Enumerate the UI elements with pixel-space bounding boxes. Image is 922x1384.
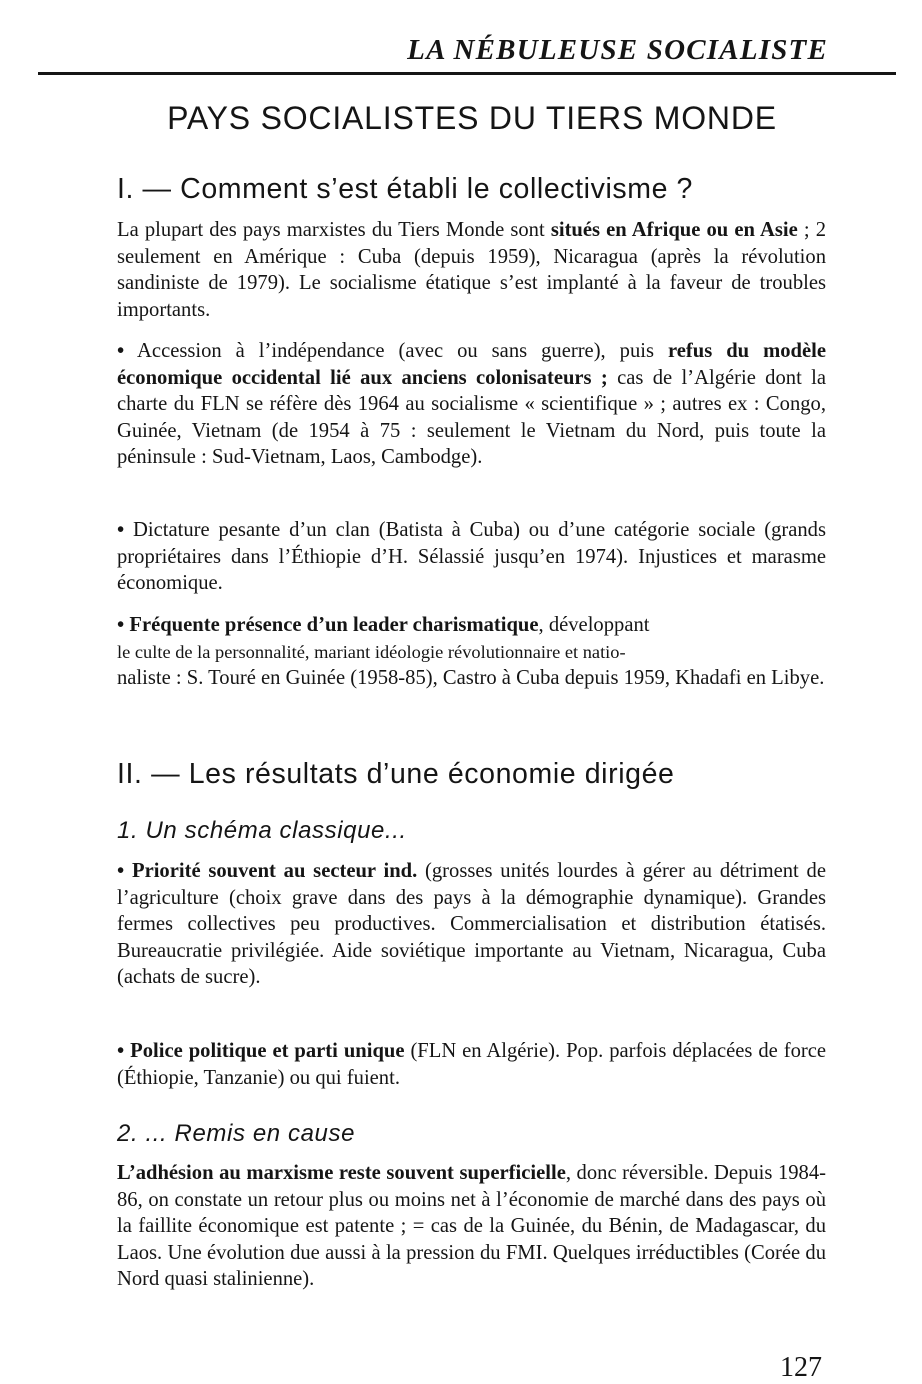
header-rule <box>38 72 896 75</box>
section-1-heading: I. — Comment s’est établi le collectivisme ? <box>117 173 693 205</box>
subsection-1-paragraph-1: • Priorité souvent au secteur ind. (grosses unités lourdes à gérer au détriment de l’agriculture (choix grave dans des pays à la démographie dynamique). Grandes fermes collectives peu productives. Commercialisation et distribution étatisés. Bureaucratie privilégiée. Aide soviétique importante au Vietnam, Nicaragua, Cuba (achats de sucre). <box>117 860 826 989</box>
subsection-1-paragraph-2: • Police politique et parti unique (FLN en Algérie). Pop. parfois déplacées de force (Éthiopie, Tanzanie) ou qui fuient. <box>117 1040 826 1089</box>
subsection-1-heading: 1. Un schéma classique... <box>117 817 407 844</box>
section-1-paragraph-2: • Accession à l’indépendance (avec ou sans guerre), puis refus du modèle économique occidental lié aux anciens colonisateurs ; cas de l’Algérie dont la charte du FLN se réfère dès 1964 au socialisme « scientifique » ; autres ex : Congo, Guinée, Vietnam (de 1954 à 75 : seulement le Vietnam du Nord, puis toute la péninsule : Sud-Vietnam, Laos, Cambodge). <box>117 340 826 469</box>
bullet: • <box>117 340 125 362</box>
subsection-2-paragraph-1: L’adhésion au marxisme reste souvent superficielle, donc réversible. Depuis 1984-86, on constate un retour plus ou moins net à l’économie de marché dans des pays où la faillite économique est patente ; = cas de la Guinée, du Bénin, de Madagascar, du Laos. Une évolution due aussi à la pression du FMI. Quelques irréductibles (Corée du Nord quasi stalinienne). <box>117 1162 827 1291</box>
bullet: • <box>117 1040 125 1062</box>
section-1-paragraph-3: • Dictature pesante d’un clan (Batista à Cuba) ou d’une catégorie sociale (grands propriétaires dans l’Éthiopie d’H. Sélassié jusqu’en 1974). Injustices et marasme économique. <box>117 519 826 595</box>
bullet: • <box>117 860 125 882</box>
section-1-paragraph-1: La plupart des pays marxistes du Tiers Monde sont situés en Afrique ou en Asie ; 2 seulement en Amérique : Cuba (depuis 1959), Nicaragua (après la révolution sandiniste de 1979). Le socialisme étatique s’est implanté à la faveur de troubles importants. <box>117 219 827 321</box>
bullet: • <box>117 614 125 636</box>
bullet: • <box>117 519 125 541</box>
section-2-heading: II. — Les résultats d’une économie dirigée <box>117 758 675 790</box>
running-head: LA NÉBULEUSE SOCIALISTE <box>407 34 828 66</box>
page-number: 127 <box>780 1352 822 1383</box>
section-1-paragraph-4: • Fréquente présence d’un leader charismatique, développant le culte de la personnalité, mariant idéologie révolutionnaire et natio- naliste : S. Touré en Guinée (1958-85), Castro à Cuba depuis 1959, Khadafi en Libye. <box>117 614 825 690</box>
subsection-2-heading: 2. ... Remis en cause <box>117 1120 356 1147</box>
page-title: PAYS SOCIALISTES DU TIERS MONDE <box>167 100 777 136</box>
